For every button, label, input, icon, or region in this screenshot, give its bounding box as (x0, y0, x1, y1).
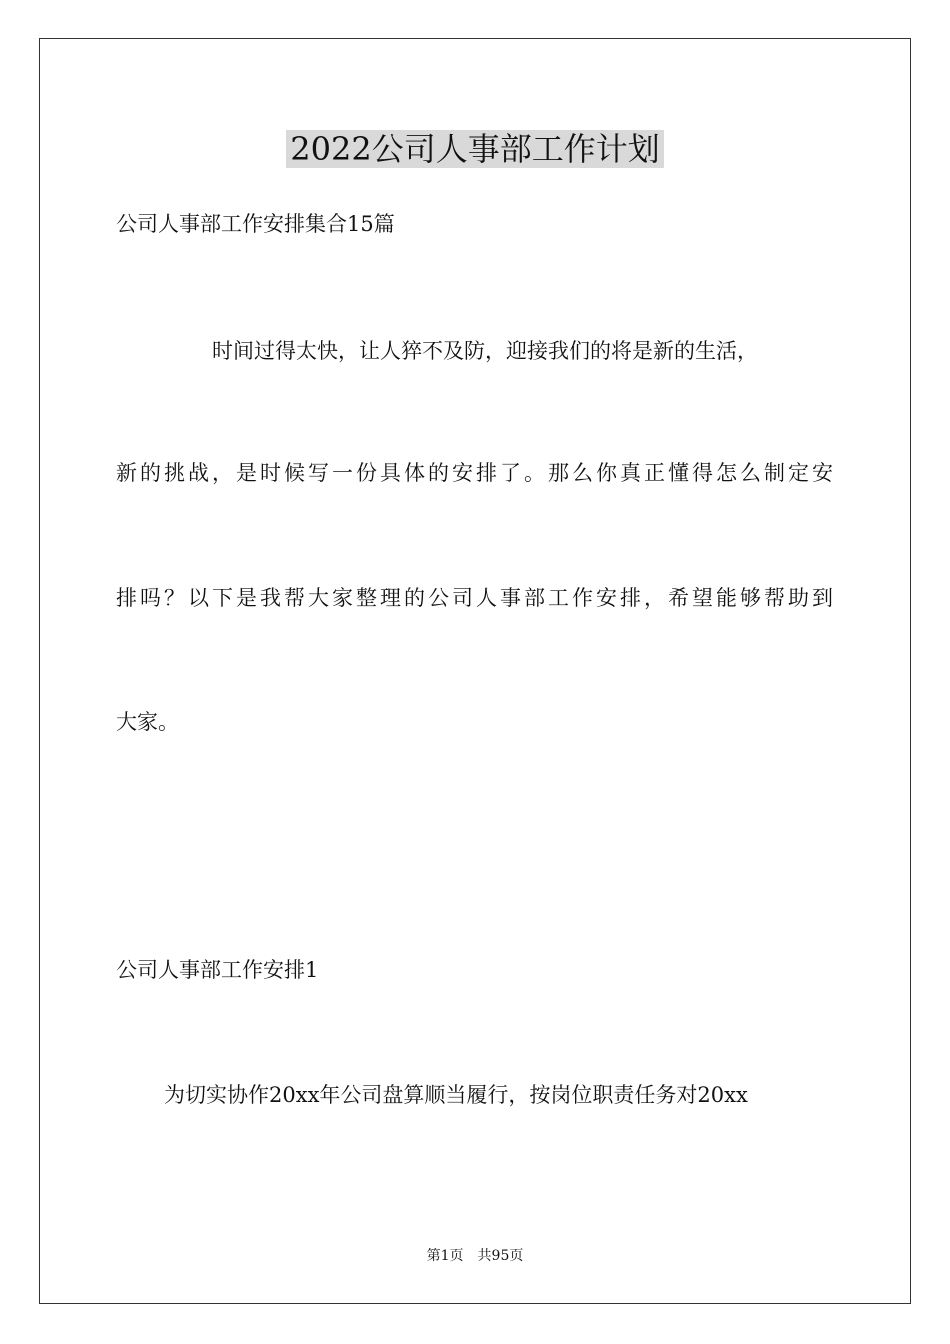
page-number-footer: 第1页 共95页 (426, 1248, 524, 1264)
intro-line-2: 新的挑战，是时候写一份具体的安排了。那么你真正懂得怎么制定安 (116, 461, 833, 485)
intro-line-3: 排吗？以下是我帮大家整理的公司人事部工作安排，希望能够帮助到 (116, 586, 833, 610)
section-paragraph-line-1: 为切实协作20xx年公司盘算顺当履行，按岗位职责任务对20xx (164, 1083, 748, 1107)
document-title-text: 2022公司人事部工作计划 (286, 130, 663, 168)
document-title (0, 124, 950, 174)
intro-line-1: 时间过得太快，让人猝不及防，迎接我们的将是新的生活， (212, 339, 758, 363)
section-heading: 公司人事部工作安排1 (116, 958, 319, 982)
document-subtitle: 公司人事部工作安排集合15篇 (116, 212, 395, 236)
intro-line-4: 大家。 (116, 710, 179, 734)
